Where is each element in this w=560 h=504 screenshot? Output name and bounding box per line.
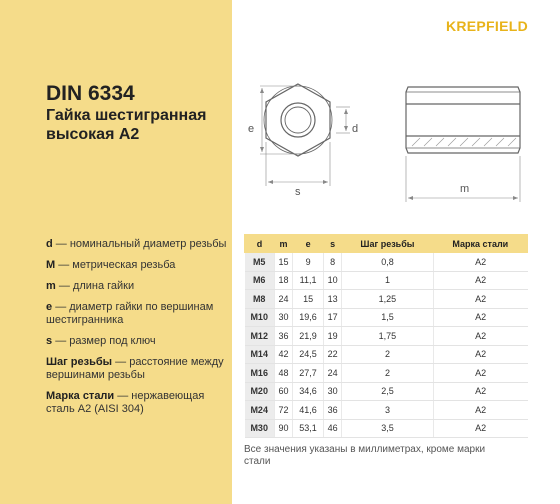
legend-term: m [46,280,56,292]
dimension-label-e: e [248,123,255,135]
table-cell: 11,1 [293,271,324,290]
legend-description: — диаметр гайки по вершинам шестигранника [46,301,214,326]
dimension-label-m: m [460,183,470,195]
table-row [245,345,528,364]
units-note: Все значения указаны в миллиметрах, кроме марки стали [244,444,486,467]
table-cell: 1,5 [342,308,433,327]
thread-inner-circle [285,107,311,133]
table-cell: A2 [433,253,527,272]
table-cell: 27,7 [293,364,324,383]
table-cell: A2 [433,290,527,309]
legend-term: e [46,301,53,313]
table-cell: 1,75 [342,327,433,346]
table-row [245,364,528,383]
table-cell: A2 [433,345,527,364]
table-cell: M24 [245,401,275,420]
legend-item [46,238,228,251]
table-cell: 24 [274,290,292,309]
front-view [264,84,332,156]
legend-item [46,259,228,272]
table-row [245,271,528,290]
table-cell: 17 [323,308,341,327]
table-cell: 8 [323,253,341,272]
table-row [245,290,528,309]
legend-description: — номинальный диаметр резьбы [55,238,227,250]
table-cell: M30 [245,419,275,438]
table-row [245,253,528,272]
table-cell: 13 [323,290,341,309]
table-cell: 2 [342,345,433,364]
table-cell: A2 [433,308,527,327]
table-cell: 46 [323,419,341,438]
table-cell: M6 [245,271,275,290]
nut-technical-drawing [240,70,530,210]
table-cell: 22 [323,345,341,364]
table-cell: M8 [245,290,275,309]
table-cell: 41,6 [293,401,324,420]
legend-description: — длина гайки [58,280,135,292]
thread-outer-circle [281,103,315,137]
table-cell: A2 [433,419,527,438]
table-cell: 10 [323,271,341,290]
brand-logo: KREPFIELD [445,18,528,34]
legend-item [46,356,228,382]
specifications-table [244,234,528,438]
column-header: s [323,235,341,253]
column-header: Марка стали [433,235,527,253]
legend-item [46,335,228,348]
table-cell: 21,9 [293,327,324,346]
table-cell: 0,8 [342,253,433,272]
column-header: m [274,235,292,253]
legend-description: — метрическая резьба [58,259,176,271]
legend-term: M [46,259,56,271]
table-cell: M20 [245,382,275,401]
table-cell: A2 [433,382,527,401]
legend-description: — размер под ключ [55,335,156,347]
legend-item [46,301,228,327]
product-standard-title: DIN 6334 [46,82,135,105]
table-cell: M12 [245,327,275,346]
table-cell: M10 [245,308,275,327]
circumscribed-circle [264,86,332,154]
legend-term: d [46,238,53,250]
product-subtitle: Гайка шестигранная высокая А2 [46,107,207,143]
table-cell: 34,6 [293,382,324,401]
table-row [245,419,528,438]
table-cell: 60 [274,382,292,401]
table-cell: 3 [342,401,433,420]
dimension-label-s: s [295,186,301,198]
column-header: e [293,235,324,253]
table-cell: 36 [323,401,341,420]
table-cell: 18 [274,271,292,290]
column-header: d [245,235,275,253]
column-header: Шаг резьбы [342,235,433,253]
legend-item [46,280,228,293]
table-cell: A2 [433,327,527,346]
table-cell: 1,25 [342,290,433,309]
legend-term: s [46,335,53,347]
table-cell: M16 [245,364,275,383]
table-cell: 9 [293,253,324,272]
legend-description: — расстояние между вершинами резьбы [46,356,224,381]
table-header-row [245,235,528,253]
table-cell: A2 [433,401,527,420]
table-cell: 2,5 [342,382,433,401]
legend-term: Марка стали [46,390,115,402]
table-cell: 3,5 [342,419,433,438]
table-cell: 30 [274,308,292,327]
table-cell: 1 [342,271,433,290]
table-cell: 53,1 [293,419,324,438]
table-cell: A2 [433,364,527,383]
table-cell: 24 [323,364,341,383]
table-cell: 15 [274,253,292,272]
table-cell: 42 [274,345,292,364]
table-cell: 19,6 [293,308,324,327]
table-cell: 19 [323,327,341,346]
table-row [245,308,528,327]
table-cell: 30 [323,382,341,401]
legend [46,238,228,424]
legend-term: Шаг резьбы [46,356,113,368]
table-cell: 90 [274,419,292,438]
table-cell: 24,5 [293,345,324,364]
table-cell: A2 [433,271,527,290]
legend-item [46,390,228,416]
table-cell: 48 [274,364,292,383]
table-cell: 36 [274,327,292,346]
table-cell: M5 [245,253,275,272]
legend-description: — нержавеющая сталь А2 (AISI 304) [46,390,205,415]
table-row [245,401,528,420]
table-cell: 15 [293,290,324,309]
table-row [245,382,528,401]
table-cell: 72 [274,401,292,420]
dimension-label-d: d [352,123,359,135]
table-cell: 2 [342,364,433,383]
table-cell: M14 [245,345,275,364]
table-row [245,327,528,346]
